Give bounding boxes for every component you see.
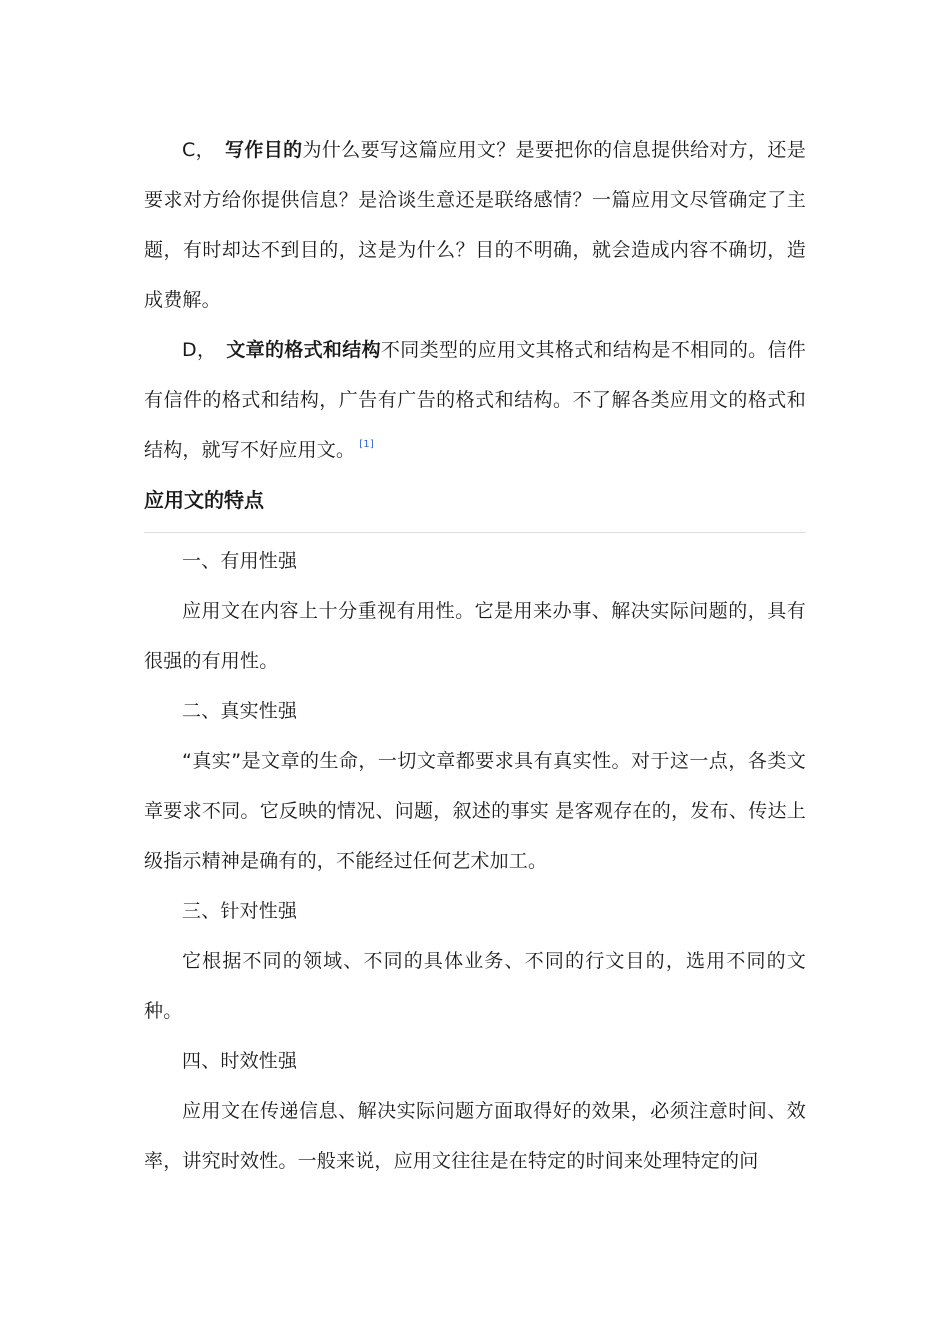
section-divider	[144, 532, 806, 533]
feature-text-pertinence: 它根据不同的领域、不同的具体业务、不同的行文目的，选用不同的文种。	[144, 950, 806, 1022]
feature-text-authenticity: “真实”是文章的生命，一切文章都要求具有真实性。对于这一点，各类文章要求不同。它反映的情况、问题，叙述的事实 是客观存在的，发布、传达上级指示精神是确有的，不能经过任何艺术加工。	[144, 750, 806, 872]
term-format-structure: 文章的格式和结构	[226, 339, 381, 361]
term-writing-purpose: 写作目的	[225, 139, 303, 161]
paragraph-writing-purpose	[144, 125, 806, 325]
feature-heading-timeliness: 四、时效性强	[182, 1050, 298, 1072]
feature-heading-authenticity: 二、真实性强	[182, 700, 298, 722]
item-letter-d: D，	[182, 339, 217, 361]
feature-heading-pertinence: 三、针对性强	[182, 900, 298, 922]
reference-link[interactable]: [1]	[359, 439, 374, 450]
paragraph-text: 不同类型的应用文其格式和结构是不相同的。信件有信件的格式和结构，广告有广告的格式和结构。不了解各类应用文的格式和结构，就写不好应用文。	[144, 339, 807, 461]
feature-text-timeliness: 应用文在传递信息、解决实际问题方面取得好的效果，必须注意时间、效率，讲究时效性。一般来说，应用文往往是在特定的时间来处理特定的问	[144, 1100, 806, 1172]
document-body	[144, 125, 806, 1186]
paragraph-format-structure	[144, 325, 806, 475]
section-title: 应用文的特点	[144, 488, 264, 512]
feature-heading-usefulness: 一、有用性强	[182, 550, 298, 572]
paragraph-text: 为什么要写这篇应用文？是要把你的信息提供给对方，还是要求对方给你提供信息？是洽谈生意还是联络感情？一篇应用文尽管确定了主题，有时却达不到目的，这是为什么？目的不明确，就会造成内容不确切，造成费解。	[144, 139, 807, 311]
feature-text-usefulness: 应用文在内容上十分重视有用性。它是用来办事、解决实际问题的，具有很强的有用性。	[144, 600, 806, 672]
item-letter-c: C，	[182, 139, 216, 161]
